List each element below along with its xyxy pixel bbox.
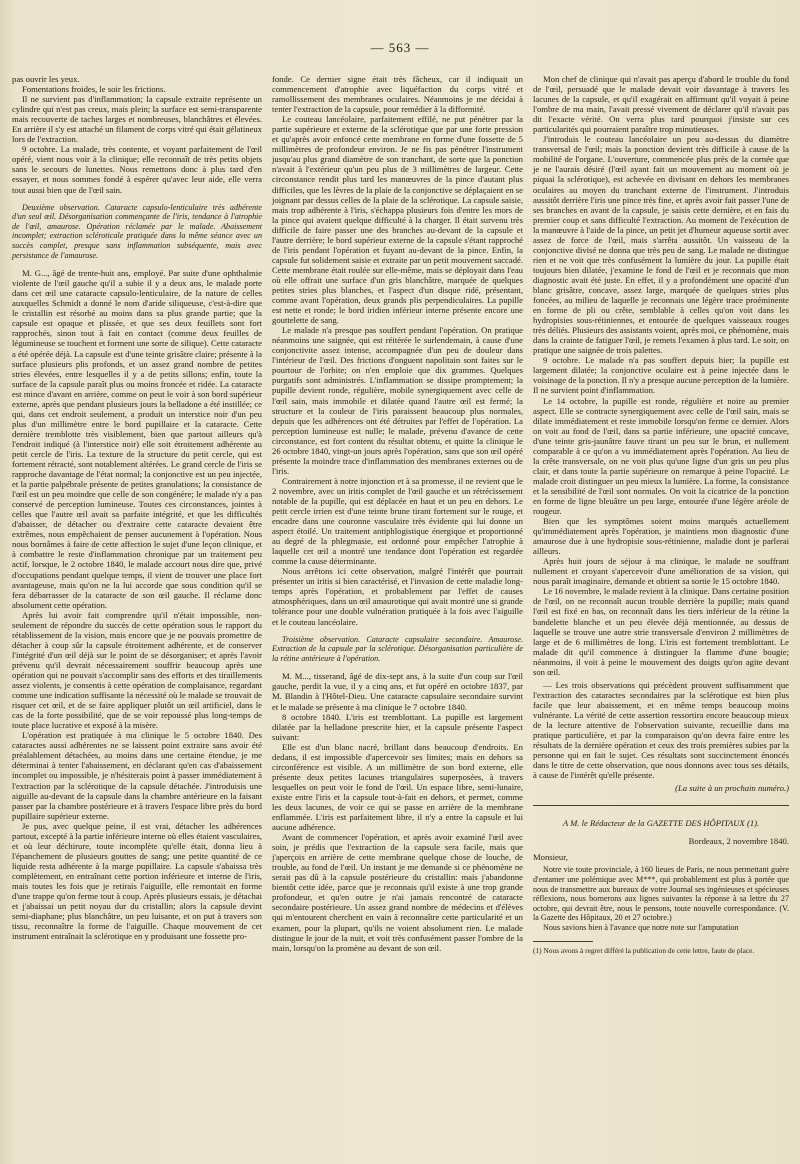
paragraph: 9 octobre. La malade, très contente, et voyant parfaitement de l'œil opéré, vient nous voir à la clinique; elle reconnaît de très petits objets sans le secours de lunettes. Nous remettons donc à plus tard d'en essayer, et nous sommes fondé à espérer qu'avec leur aide, elle verra tout aussi bien que de l'œil sain. (12, 144, 262, 195)
paragraph: Nous arrêtons ici cette observation, malgré l'intérêt que pourrait présenter un iritis si bien caractérisé, et l'invasion de cette maladie long-temps après l'opération, et probablement par l'effet de causes atmosphériques, dans un œil amaurotique qui avait montré une si grande tolérance pour une double vulnération pratiquée à la fois avec l'aiguille et le couteau lancéolaire. (272, 566, 523, 627)
column-middle (272, 74, 523, 953)
letter-heading: A M. le Rédacteur de la GAZETTE DES HÔPITAUX (1). (562, 818, 760, 829)
observation-heading: Troisième observation. Cataracte capsulaire secondaire. Amaurose. Extraction de la capsule par la sclérotique. Désorganisation particulière de la rétine antérieure à l'opération. (272, 634, 523, 663)
paragraph: Notre vie toute provinciale, à 160 lieues de Paris, ne nous permettant guère d'entamer une polémique avec M***, qui probablement est plus à portée que nous de transmettre aux bureaux de votre Journal ses ingénieuses et spécieuses réflexions, nous bornerons aux lignes suivantes la réponse à sa lettre du 27 octobre, qui devrait être, nous le pensons, toute nouvelle correspondance. (V. la Gazette des Hôpitaux, 20 et 27 octobre.) (533, 865, 789, 923)
paragraph: M. M..., tisserand, âgé de dix-sept ans, à la suite d'un coup sur l'œil gauche, perdit la vue, il y a cinq ans, et fut opéré en octobre 1837, par M. Blandin à l'Hôtel-Dieu. Une cataracte capsulaire secondaire survint et le malade se présente à ma clinique le 7 octobre 1840. (272, 671, 523, 712)
paragraph: Le malade n'a presque pas souffert pendant l'opération. On pratique néanmoins une saignée, qui est réitérée le surlendemain, à cause d'une conjonctivite assez intense, accompagnée d'un peu de douleur dans l'intérieur de l'œil. Des frictions d'onguent napolitain sont faites sur le pourtour de l'orbite; on n'en emploie que dix grammes. Quelques purgatifs sont administrés. L'inflammation se dissipe promptement; la pupille devient ronde, régulière, mobile synergiquement avec celle de l'œil sain, mais immobile et dilatée quand l'autre œil est fermé; la structure et la couleur de l'iris paraissent beaucoup plus normales, depuis que les adhérences ont été détruites par l'effet de l'opération. La perception lumineuse est nulle; le malade, prévenu d'avance de cette circonstance, est fort content du résultat obtenu, et quitte la clinique le 26 octobre 1840, vingt-un jours après l'opération, sans que son œil opéré présente la moindre trace d'inflammation des membranes externes ou de l'iris. (272, 325, 523, 476)
paragraph: M. G..., âgé de trente-huit ans, employé. Par suite d'une ophthalmie violente de l'œil gauche qu'il a subie il y a deux ans, le malade porte dans cet œil une cataracte capsulo-lenticulaire, de la nature de celles auxquelles Schmidt a donné le nom d'aride siliqueuse, c'est-à-dire que le cristallin est résorbé au moins dans sa plus grande partie; que la capsule est opaque et plissée, et que ses deux feuillets sont fort rapprochés, sinon tout à fait en contact (comme deux feuilles de légumineuse se touchent et forment une sorte de silique). Cette cataracte a été opérée déjà. La capsule est d'une teinte grisâtre claire; présente à la surface plusieurs plis profonds, et un assez grand nombre de petites stries élevées, entre lesquelles il y a de petits sillons; enfin, toute la surface de la capsule paraît plus ou moins froncée et ridée. La cataracte est mince d'avant en arrière, comme on peut le voir à son bord supérieur externe, après que pendant plusieurs jours la belladone a été instillée; ce qui, dans cet endroit seulement, a produit un interstice noir d'un peu plus d'un millimètre entre le bord pupillaire et la cataracte. Cette dernière tremblotte très visiblement, bien que partout ailleurs qu'à l'endroit indiqué (à l'interstice noir) elle soit étroitement adhérente au petit cercle de l'iris. La texture de la structure du petit cercle, qui est fortement rétracté, sont notablement altérées. Le grand cercle de l'iris se rapproche davantage de l'état normal; la conjonctive est un peu injectée, et la partie palpébrale présente de petites granulations; la consistance de l'œil est un peu moindre que celle de son congénère; le malade n'y a pas conservé de perception lumineuse. Toutes ces circonstances, jointes à celles que l'autre œil avait sa parfaite intégrité, et que les difficultés d'abaisser, de détacher ou d'extraire cette cataracte devaient être extrêmes, nous empêchaient de penser aucunement à l'opération. Nous nous bornâmes à faire de cette affection le sujet d'une leçon clinique, et à combattre le reste d'inflammation chronique par un traitement peu actif, lorsque, le 2 octobre 1840, le malade accourt nous dire que, privé d'occupations pendant quelque temps, il vient de trouver une place fort avantageuse, mais qu'on ne la lui accorde que sous condition qu'il se fera débarrasser de la cataracte de son œil gauche. Il réclame donc absolument cette opération. (12, 268, 262, 610)
page-number: — 563 — (370, 40, 430, 55)
paragraph: Elle est d'un blanc nacré, brillant dans beaucoup d'endroits. En dedans, il est impossible d'apercevoir ses limites; mais en dehors sa circonférence est visible. A un millimètre de son bord externe, elle présente deux petites lacunes triangulaires superposées, à travers lesquelles on peut voir le fond de l'œil. Un espace libre, semi-lunaire, existe entre l'iris et la capsule tout-à-fait en dehors, et permet, comme les deux lacunes, de voir ce qui se passe en arrière de la membrane enflammée. L'iris est parfaitement libre, il n'y a entre la capsule et lui aucune adhérence. (272, 741, 523, 833)
letter-date: Bordeaux, 2 novembre 1840. (688, 836, 789, 847)
paragraph: Après huit jours de séjour à ma clinique, le malade ne souffrant nullement et croyant s'apercevoir d'une amélioration de sa vision, qui nous paraît imaginaire, demande et obtient sa sortie le 15 octobre 1840. (533, 556, 789, 587)
paragraph: Mon chef de clinique qui n'avait pas aperçu d'abord le trouble du fond de l'œil, persuadé que le malade devait voir davantage à travers les lacunes de la capsule, et qu'il exagérait en affirmant qu'il voyait à peine l'ombre de ma main, l'avait pressé vivement de déclarer qu'il n'avait pas dit l'exacte vérité. On verra plus tard pourquoi j'insiste sur ces particularités qui pourraient paraître trop minutieuses. (533, 74, 789, 135)
column-left (12, 74, 262, 941)
paragraph: Fomentations froides, le soir les frictions. (22, 84, 166, 95)
paragraph: Le 14 octobre, la pupille est ronde, régulière et noire au premier aspect. Elle se contracte synergiquement avec celle de l'œil sain, mais se dilate immédiatement et reste immobile lorsqu'on ferme ce dernier. Alors on voit au fond de l'œil, dans sa partie inférieure, une opacité concave, d'une teinte gris-jaunâtre fauve tirant un peu sur le brun, et nullement comparable à ce qu'on a vu immédiatement après l'opération. Au lieu de la crête transversale, on ne voit plus qu'une ligne d'un gris un peu plus clair, et dans toute la partie supérieure on remarque à peine l'opacité. Le malade croit distinguer un peu mieux la lumière. La forme, la consistance et la sensibilité de l'œil sont normales. On voit la cicatrice de la ponction en forme de ligne bleuâtre un peu large, entourée d'une légère aréole de rougeur. (533, 395, 789, 517)
paragraph: J'introduis le couteau lancéolaire un peu au-dessus du diamètre transversal de l'œil; mais la ponction devient très difficile à cause de la mobilité de l'organe. L'ouverture, commencée plus près de la cornée que je ne l'aurais désiré (l'œil ayant fait un mouvement au moment où je piquai la sclérotique), est achevée en divisant en dehors les membranes oculaires au moyen du tranchant externe de l'instrument. J'introduis aussitôt derrière l'iris une pince très fine, et après avoir fait passer l'une de ses branches en avant de la capsule, je saisis cette dernière, et en fais du premier coup et sans difficulté l'extraction. Au moment de l'exécution de la manœuvre à l'aide de la pince, un petit jet d'humeur aqueuse sortit avec assez de force de l'œil, mais s'arrêta aussitôt. Un vaisseau de la conjonctive divisé ne donna que très peu de sang. Le malade ne distingue rien et ne voit que très confusément la lumière du jour. La pupille était toujours bien dilatée, j'examine le fond de l'œil et je reconnais que mon diagnostic avait été juste. En effet, il y a profondément une opacité d'un blanc grisâtre, concave, assez large, marquée de quelques stries plus foncées, au milieu de laquelle je reconnais une légère trace proéminente en forme de pli ou crête, semblable à celles qu'on voit dans les hydropisies sous-rétiniennes, et entourée de quelques vaisseaux rouges très déliés. Plusieurs des assistants voient, après moi, ce phénomène, mais dans la crainte de fatiguer l'œil, je remets l'examen à plus tard. Le soir, on pratique une saignée de trois palettes. (533, 134, 789, 356)
paragraph: Après lui avoir fait comprendre qu'il n'était impossible, non-seulement de répondre du succès de cette opération sous le rapport du rétablissement de la vision, mais encore que je ne pouvais promettre de détacher à coup sûr la capsule étroitement adhérente, et de conserver l'intégrité d'un œil déjà sur le point de se désorganiser; et après l'avoir prévenu qu'il devrait nécessairement souffrir beaucoup après une opération qui ne pouvait s'accomplir sans des efforts et des tiraillements assez violents, je consentis à cette opération de complaisance, regardant comme une indication suffisante la nécessité où le malade se trouvait de risquer cet œil, et de se faire appliquer plutôt un œil artificiel, dans le cas de la forte possibilité, que de se voir repoussé plus long-temps de toute place lucrative et exposé à la misère. (12, 609, 262, 731)
paragraph: L'opération est pratiquée à ma clinique le 5 octobre 1840. Des cataractes aussi adhérentes ne se laissent point extraire sans avoir été préalablement détachées, au moins dans une certaine étendue, je me déterminai à tenter l'abaissement, en déclarant qu'en cas d'abaissement incomplet ou impossible, je n'hésiterais point à passer immédiatement à l'extraction par la sclérotique de la capsule détachée. J'introduisis une aiguille au-devant de la capsule dans la chambre antérieure en la faisant passer par la chambre postérieure et à travers l'espace libre près du bord pupillaire supérieur externe. (12, 730, 262, 821)
paragraph: Nous savions bien à l'avance que notre note sur l'amputation (543, 923, 739, 933)
paragraph: Je pus, avec quelque peine, il est vrai, détacher les adhérences partout, excepté à la partie inférieure interne où elles étaient vasculaires, et où leur déchirure, toute incomplète qu'elle était, donna lieu à l'épanchement de plusieurs gouttes de sang; une petite quantité de ce liquide resta adhérente à la marge pupillaire. La capsule s'abaissa très complètement, en entraînant cette portion inférieure et interne de l'iris, mais toutes les fois que je retirais l'aiguille, elle remontait en forme d'une trappe qu'on ferme tout à coup. Après plusieurs essais, je détachai et j'abaissai un petit noyau dur du cristallin; alors la capsule devint semi-diaphane; plus blanchâtre, un peu luisante, et on put à travers son tissu, reconnaître la forme de l'aiguille. Chaque mouvement de cet instrument entraînait la sclérotique en y produisant une fossette pro- (12, 820, 262, 942)
footnote-divider (533, 941, 593, 942)
paragraph: fonde. Ce dernier signe était très fâcheux, car il indiquait un commencement d'atrophie avec liquéfaction du corps vitré et ramollissement des membranes oculaires. Néanmoins je me décidai à tenter l'extraction de la capsule, pour remédier à la difformité. (272, 74, 523, 115)
footnote: (1) Nous avons à regret différé la publication de cette lettre, faute de place. (533, 945, 755, 955)
paragraph: — Les trois observations qui précèdent prouvent suffisamment que l'extraction des cataractes secondaires par la sclérotique est bien plus facile que leur abaissement, et en même temps beaucoup moins vulnérante. La vérité de cette assertion ressortira encore beaucoup mieux de la lecture attentive de l'observation suivante, recueillie dans ma pratique particulière, et par la comparaison qu'on devra faire entre les résultats de la dernière opération et ceux des trois premières subies par la personne qui en fait le sujet. Ces résultats sont succinctement énoncés dans le titre de cette observation, que nous donnons avec tous ses détails, à cause de l'intérêt qu'elle présente. (533, 679, 789, 781)
continuation-note: (La suite à un prochain numéro.) (675, 783, 789, 794)
letter-salutation: Monsieur, (533, 852, 568, 863)
section-divider (533, 805, 789, 806)
paragraph: Le couteau lancéolaire, parfaitement effilé, ne put pénétrer par la partie supérieure et externe de la sclérotique que par une forte pression et qu'après avoir enfoncé cette membrane en forme d'une fossette de 5 millimètres de profondeur environ. Je ne fis pas pénétrer l'instrument jusqu'au plus grand diamètre de son tranchant, de sorte que la ponction n'avait à l'extérieur qu'un peu plus de 3 millimètres de largeur. Cette circonstance rendit plus tard les manœuvres de la pince d'autant plus difficiles, que les lèvres de la plaie de la conjonctive se déplaçaient en se joignant par dessus celles de la plaie de la sclérotique. La capsule saisie, mais trop adhérente à l'iris, s'échappa plusieurs fois d'entre les mors de la pince qui avaient quelque difficulté à la charger. Il était survenu très difficile de faire passer une des branches au-devant de la capsule et l'autre derrière; le bord supérieur externe de la capsule s'étant rapproché de l'iris pendant l'opération et fuyant au-devant de la pince. Enfin, la capsule fut solidement saisie et extraite par un petit mouvement saccadé. Cette membrane était roulée sur elle-même, mais se déployait dans l'eau où elle offrait une surface d'un gris blanchâtre, marquée de quelques petites stries plus blanches, et l'aspect d'un disque ridé, présentant, comme avant l'opération, deux grands plis perpendiculaires. La pupille est nette et ronde; le bord iridien inférieur interne présente encore une gouttelette de sang. (272, 114, 523, 326)
paragraph: Avant de commencer l'opération, et après avoir examiné l'œil avec soin, je prédis que l'extraction de la capsule sera facile, mais que j'aperçois en arrière de cette membrane quelque chose de louche, de trouble, au fond de l'œil. Un instant je me demande si ce phénomène ne serait pas dû à la capsule postérieure du cristallin: mais j'abandonne bientôt cette idée, parce que je reconnais qu'il existe à une trop grande profondeur, et qu'en outre je n'ai jamais rencontré de cataracte secondaire postérieure. Un assez grand nombre de médecins et d'élèves qui m'entourent cherchent en vain à reconnaître cette particularité et un examen, pour la plupart, qu'ils ne voient absolument rien. Le malade distingue le jour de la nuit, et voit très confusément passer l'ombre de la main, lorsqu'on la promène au devant de son œil. (272, 832, 523, 953)
column-right (533, 74, 789, 955)
observation-heading: Deuxième observation. Cataracte capsulo-lenticulaire très adhérente d'un seul œil. Désorganisation commençante de l'iris, tendance à l'atrophie de l'œil, amaurose. Opération réclamée par le malade. Abaissement incomplet; extraction scléroticale pratiquée dans la même séance avec un succès complet, presque sans inflammation subséquente, mais avec persistance de l'amaurose. (12, 202, 262, 260)
paragraph: pas ouvrir les yeux. (12, 74, 80, 84)
paragraph: Il ne survient pas d'inflammation; la capsule extraite représente un cylindre qui n'est pas creux, mais plein; la surface est semi-transparente mais recouverte de taches larges et nombreuses, blanchâtres et élevées. En arrière il s'y est attaché un filament de corps vitré qui était gélatineux lors de l'extraction. (12, 94, 262, 145)
paragraph: Contrairement à notre injonction et à sa promesse, il ne revient que le 2 novembre, avec un iritis complet de l'œil gauche et un rétrécissement notable de la pupille, qui est déplacée en haut et un peu en dehors. Le petit cercle irrien est d'une teinte brune tirant fortement sur le rouge, et encadre dans une couronne vasculaire très évidente qui lui donne un aspect étoilé. Un traitement antiphlogistique énergique et proportionné au degré de la phlegmasie, est ordonné pour empêcher l'atrophie à laquelle cet œil a montré une tendance dont l'opération est regardée comme la cause déterminante. (272, 475, 523, 567)
paragraph: 9 octobre. Le malade n'a pas souffert depuis hier; la pupille est largement dilatée; la conjonctive oculaire est à peine injectée dans le voisinage de la ponction. Il n'y a presque aucune perception de la lumière. Il ne survient point d'inflammation. (533, 355, 789, 396)
paragraph: Bien que les symptômes soient moins marqués actuellement qu'immédiatement après l'opération, je maintiens mon diagnostic d'une amaurose due à une hydropisie sous-rétinienne, maladie dont je parlerai ailleurs. (533, 516, 789, 557)
paragraph: Le 16 novembre, le malade revient à la clinique. Dans certaine position de l'œil, on ne reconnaît aucun trouble derrière la pupille; mais quand l'œil est fixé en bas, on reconnaît dans les tiers inférieur de la rétine la bandelette blanche et un peu élevée déjà mentionnée, au dessus de laquelle se trouve une autre strie transversale d'environ 2 millimètres de large et de 6 millimètres de long. L'iris est fortement tremblottant. Le malade dit qu'il commence à distinguer la flamme d'une bougie; néanmoins, il voit à peine le mouvement des doigts qu'on agite devant son œil. (533, 586, 789, 677)
paragraph: 8 octobre 1840. L'iris est tremblottant. La pupille est largement dilatée par la belladone prescrite hier, et la capsule présente l'aspect suivant: (272, 711, 523, 742)
